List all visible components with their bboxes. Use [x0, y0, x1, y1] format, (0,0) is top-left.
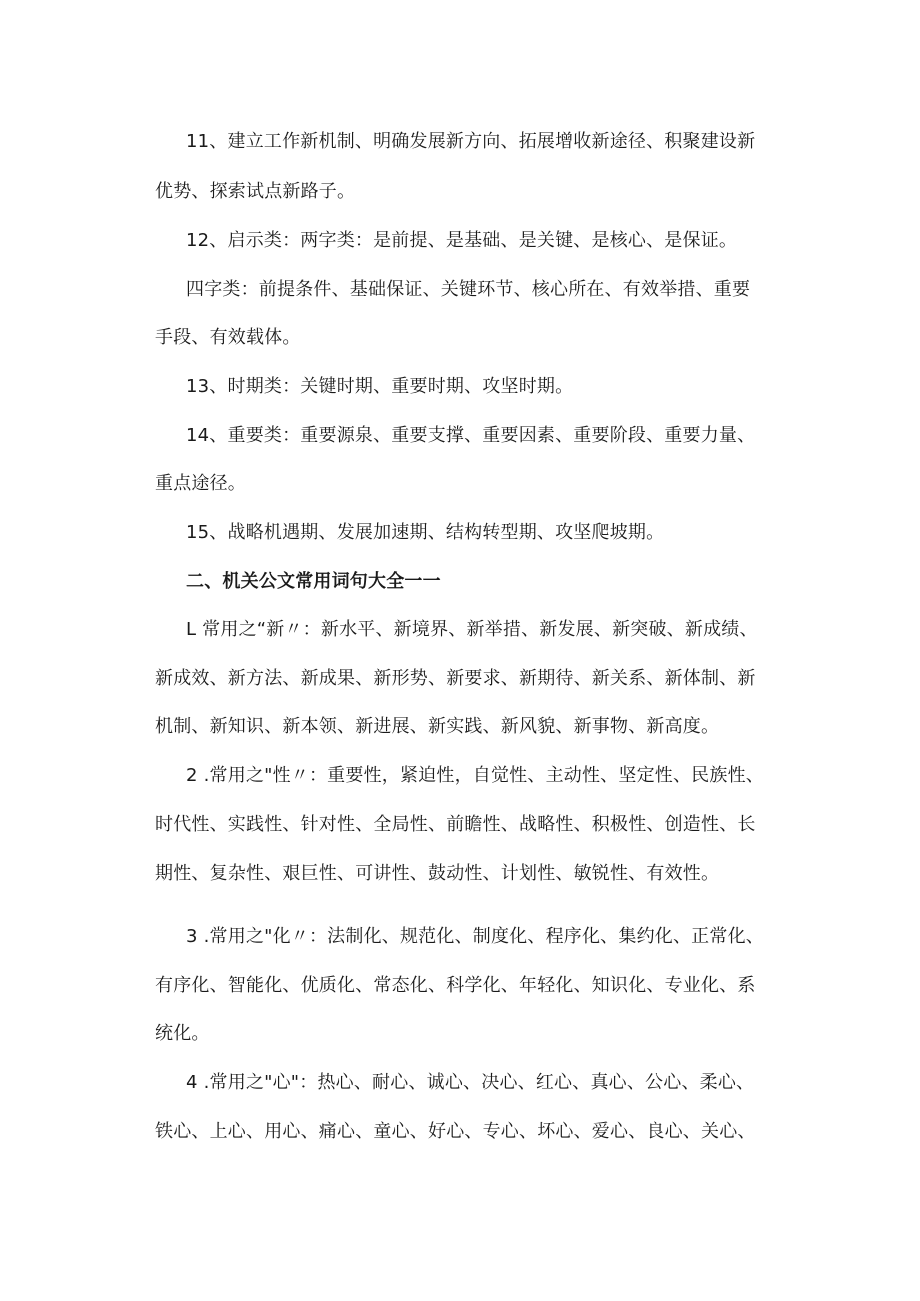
section-heading: 二、机关公文常用词句大全一一 [186, 571, 441, 592]
paragraph-line: 有序化、智能化、优质化、常态化、科学化、年轻化、知识化、专业化、系 [155, 975, 756, 996]
paragraph-line: 铁心、上心、用心、痛心、童心、好心、专心、坏心、爱心、良心、关心、 [155, 1121, 756, 1142]
paragraph-line: 新成效、新方法、新成果、新形势、新要求、新期待、新关系、新体制、新 [155, 668, 756, 689]
paragraph-line: 重点途径。 [155, 473, 246, 494]
paragraph-line: 2 .常用之"性〃：重要性，紧迫性，自觉性、主动性、坚定性、民族性、 [186, 765, 764, 786]
paragraph-line: 13、时期类：关键时期、重要时期、攻坚时期。 [186, 376, 574, 397]
paragraph-line: 统化。 [155, 1023, 210, 1044]
paragraph-line: 优势、探索试点新路子。 [155, 181, 356, 202]
paragraph-line: 手段、有效载体。 [155, 327, 301, 348]
paragraph-line: 3 .常用之"化〃：法制化、规范化、制度化、程序化、集约化、正常化、 [186, 926, 764, 947]
paragraph-line: 期性、复杂性、艰巨性、可讲性、鼓动性、计划性、敏锐性、有效性。 [155, 863, 720, 884]
paragraph-line: 四字类：前提条件、基础保证、关键环节、核心所在、有效举措、重要 [186, 279, 751, 300]
paragraph-line: 4 .常用之"心"：热心、耐心、诚心、决心、红心、真心、公心、柔心、 [186, 1072, 755, 1093]
paragraph-line: 11、建立工作新机制、明确发展新方向、拓展增收新途径、积聚建设新 [186, 131, 756, 152]
paragraph-line: 机制、新知识、新本领、新进展、新实践、新风貌、新事物、新高度。 [155, 716, 720, 737]
paragraph-line: 14、重要类：重要源泉、重要支撑、重要因素、重要阶段、重要力量、 [186, 425, 756, 446]
paragraph-line: 15、战略机遇期、发展加速期、结构转型期、攻坚爬坡期。 [186, 522, 665, 543]
paragraph-line: 12、启示类：两字类：是前提、是基础、是关键、是核心、是保证。 [186, 230, 738, 251]
paragraph-line: L 常用之“新〃：新水平、新境界、新举措、新发展、新突破、新成绩、 [186, 619, 758, 640]
paragraph-line: 时代性、实践性、针对性、全局性、前瞻性、战略性、积极性、创造性、长 [155, 814, 756, 835]
